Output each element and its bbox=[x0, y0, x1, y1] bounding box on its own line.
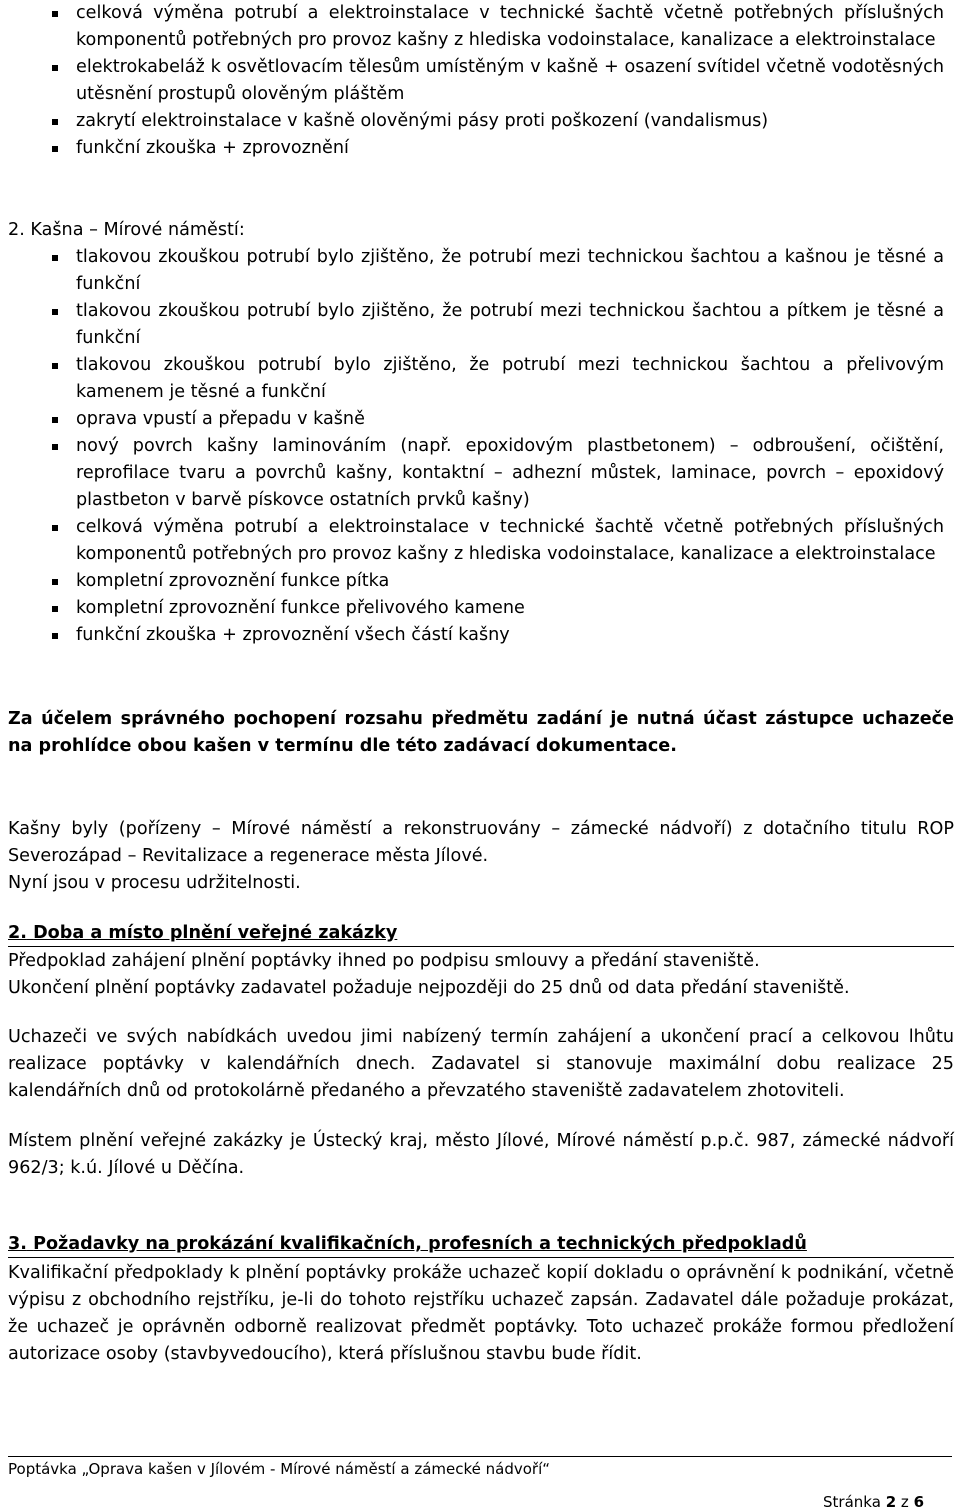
section-title: Doba a místo plnění veřejné zakázky bbox=[33, 923, 398, 943]
list-item: elektrokabeláž k osvětlovacím tělesům umístěným v kašně + osazení svítidel včetně vodotěsných utěsnění prostupů olověným pláštěm bbox=[8, 54, 952, 108]
list-item: zakrytí elektroinstalace v kašně olověnými pásy proti poškození (vandalismus) bbox=[8, 108, 952, 135]
section-heading-pozadavky bbox=[8, 1232, 954, 1258]
section-title: Požadavky na prokázání kvalifikačních, profesních a technických předpokladů bbox=[33, 1234, 807, 1254]
section-label-kasna: 2. Kašna – Mírové náměstí: bbox=[8, 220, 245, 240]
page-current: 2 bbox=[885, 1493, 897, 1511]
list-item: nový povrch kašny laminováním (např. epoxidovým plastbetonem) – odbroušení, očištění, reprofilace tvaru a povrchů kašny, kontaktní – adhezní můstek, laminace, povrch – epoxidový plastbeton v barvě pískovce ostatních prvků kašny) bbox=[8, 433, 952, 514]
page-total: 6 bbox=[913, 1493, 924, 1511]
top-bullet-list bbox=[8, 0, 952, 162]
kasna-bullet-list bbox=[8, 244, 952, 649]
section-heading-doba bbox=[8, 921, 954, 947]
section-number: 2. bbox=[8, 923, 27, 943]
paragraph: Místem plnění veřejné zakázky je Ústecký kraj, město Jílové, Mírové náměstí p.p.č. 987, zámecké nádvoří 962/3; k.ú. Jílové u Děčína. bbox=[8, 1131, 954, 1178]
paragraph: Uchazeči ve svých nabídkách uvedou jimi nabízený termín zahájení a ukončení prací a celkovou lhůtu realizace poptávky v kalendářních dnech. Zadavatel si stanovuje maximální dobu realizace 25 kalendářních dnů od protokolárně předaného a převzatého staveniště zadavatelem zhotoviteli. bbox=[8, 1027, 954, 1101]
page-number bbox=[823, 1492, 924, 1512]
history-paragraph: Kašny byly (pořízeny – Mírové náměstí a rekonstruovány – zámecké nádvoří) z dotačního titulu ROP Severozápad – Revitalizace a regenerace města Jílové. bbox=[8, 819, 954, 866]
history-status: Nyní jsou v procesu udržitelnosti. bbox=[8, 873, 301, 893]
list-item: celková výměna potrubí a elektroinstalace v technické šachtě včetně potřebných příslušných komponentů potřebných pro provoz kašny z hlediska vodoinstalace, kanalizace a elektroinstalace bbox=[8, 0, 952, 54]
list-item: celková výměna potrubí a elektroinstalace v technické šachtě včetně potřebných příslušných komponentů potřebných pro provoz kašny z hlediska vodoinstalace, kanalizace a elektroinstalace bbox=[8, 514, 952, 568]
list-item: tlakovou zkouškou potrubí bylo zjištěno, že potrubí mezi technickou šachtou a kašnou je těsné a funkční bbox=[8, 244, 952, 298]
section-number: 3. bbox=[8, 1234, 27, 1254]
list-item: kompletní zprovoznění funkce pítka bbox=[8, 568, 952, 595]
list-item: tlakovou zkouškou potrubí bylo zjištěno, že potrubí mezi technickou šachtou a pítkem je těsné a funkční bbox=[8, 298, 952, 352]
page-footer: Poptávka „Oprava kašen v Jílovém - Mírové náměstí a zámecké nádvoří“ bbox=[8, 1456, 952, 1479]
paragraph: Ukončení plnění poptávky zadavatel požaduje nejpozději do 25 dnů od data předání staveniště. bbox=[8, 978, 850, 998]
page-sep: z bbox=[900, 1493, 909, 1511]
paragraph: Předpoklad zahájení plnění poptávky ihned po podpisu smlouvy a předání staveniště. bbox=[8, 951, 760, 971]
notice-paragraph: Za účelem správného pochopení rozsahu předmětu zadání je nutná účast zástupce uchazeče na prohlídce obou kašen v termínu dle této zadávací dokumentace. bbox=[8, 709, 954, 756]
list-item: funkční zkouška + zprovoznění bbox=[8, 135, 952, 162]
list-item: kompletní zprovoznění funkce přelivového kamene bbox=[8, 595, 952, 622]
list-item: funkční zkouška + zprovoznění všech částí kašny bbox=[8, 622, 952, 649]
list-item: oprava vpustí a přepadu v kašně bbox=[8, 406, 952, 433]
list-item: tlakovou zkouškou potrubí bylo zjištěno, že potrubí mezi technickou šachtou a přelivovým kamenem je těsné a funkční bbox=[8, 352, 952, 406]
paragraph: Kvalifikační předpoklady k plnění poptávky prokáže uchazeč kopií dokladu o oprávnění k podnikání, včetně výpisu z obchodního rejstříku, je-li do tohoto rejstříku uchazeč zapsán. Zadavatel dále požaduje prokázat, že uchazeč je oprávněn odborně realizovat předmět poptávky. Toto uchazeč prokáže formou předložení autorizace osoby (stavbyvedoucího), která příslušnou stavbu bude řídit. bbox=[8, 1263, 954, 1364]
page-prefix: Stránka bbox=[823, 1493, 881, 1511]
